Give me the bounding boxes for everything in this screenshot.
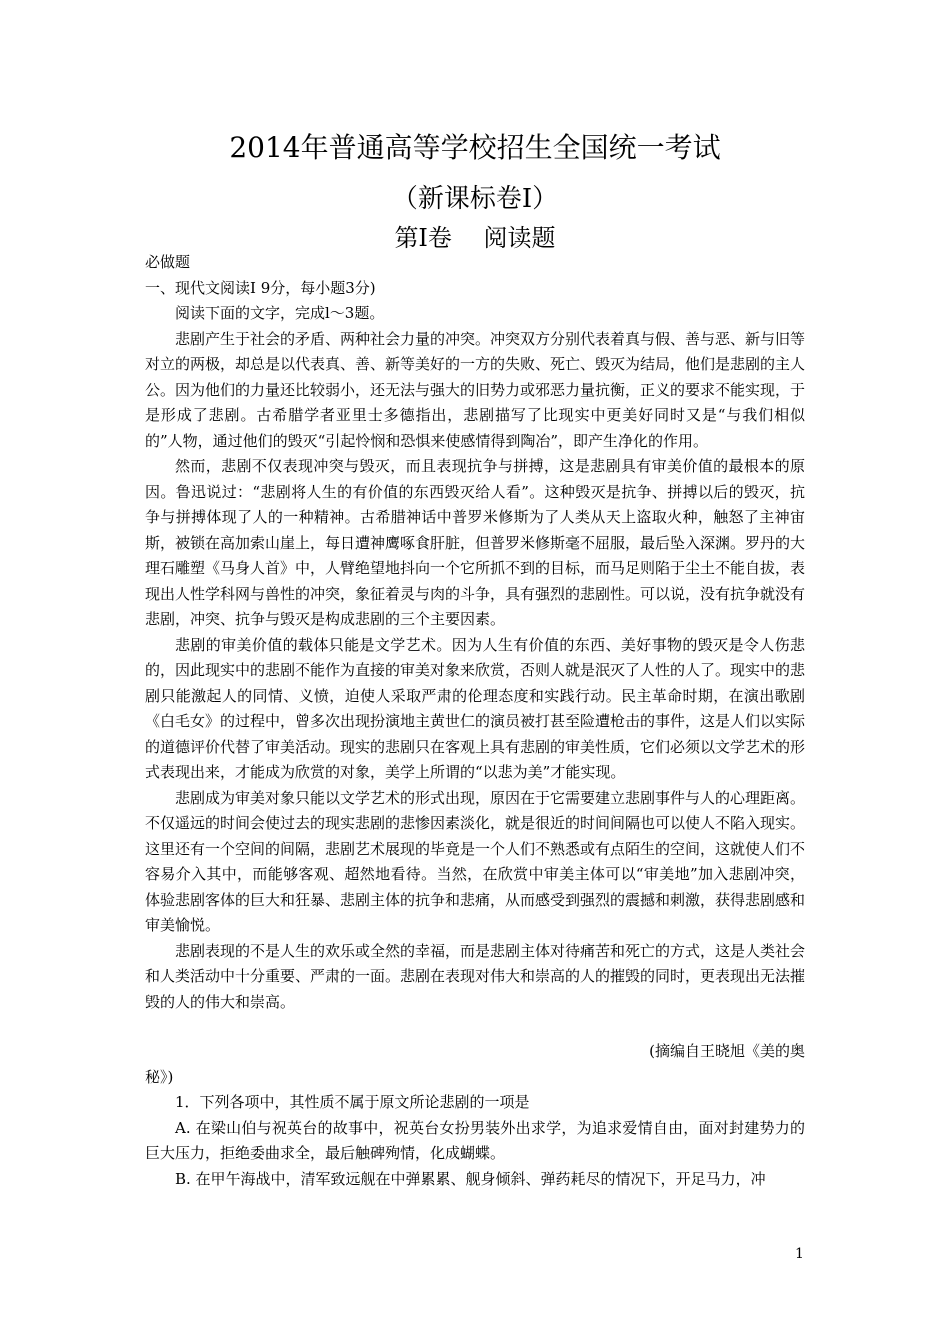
question-1: 1．下列各项中，其性质不属于原文所论悲剧的一项是 (175, 1093, 530, 1111)
paragraph: 然而，悲剧不仅表现冲突与毁灭，而且表现抗争与拼搏，这是悲剧具有审美价值的最根本的原因。鲁迅说过：“悲剧将人生的有价值的东西毁灭给人看”。这种毁灭是抗争、拼搏以后的毁灭，抗争与拼搏体现了人的一种精神。古希腊神话中普罗米修斯为了人类从天上盗取火种，触怒了主神宙斯，被锁在高加索山崖上，每日遭神鹰啄食肝脏，但普罗米修斯毫不屈服，最后坠入深渊。罗丹的大理石雕塑《马身人首》中，人臂绝望地抖向一个它所抓不到的目标，而马足则陷于尘土不能自拔，表现出人性学科网与兽性的冲突，象征着灵与肉的斗争，具有强烈的悲剧性。可以说，没有抗争就没有悲剧，冲突、抗争与毁灭是构成悲剧的三个主要因素。 (145, 457, 806, 628)
page-number: 1 (795, 1246, 804, 1262)
document-body (145, 250, 805, 1192)
paragraph: 悲剧成为审美对象只能以文学艺术的形式出现，原因在于它需要建立悲剧事件与人的心理距离。不仅遥远的时间会使过去的现实悲剧的悲惨因素淡化，就是很近的时间间隔也可以使人不陷入现实。这里还有一个空间的间隔，悲剧艺术展现的毕竟是一个人们不熟悉或有点陌生的空间，这就使人们不容易介入其中，而能够客观、超然地看待。当然，在欣赏中审美主体可以“审美地”加入悲剧冲突，体验悲剧客体的巨大和狂暴、悲剧主体的抗争和悲痛，从而感受到强烈的震撼和刺激，获得悲剧感和审美愉悦。 (145, 788, 806, 934)
section-title: 第Ⅰ卷 阅读题 (394, 224, 556, 252)
source-citation: (摘编自王晓旭《美的奥 (649, 1042, 805, 1060)
source-citation-cont: 秘》) (145, 1067, 174, 1086)
paragraph: 悲剧产生于社会的矛盾、两种社会力量的冲突。冲突双方分别代表着真与假、善与恶、新与旧等对立的两极，却总是以代表真、善、新等美好的一方的失败、死亡、毁灭为结局，他们是悲剧的主人公。因为他们的力量还比较弱小，还无法与强大的旧势力或邪恶力量抗衡，正义的要求不能实现，于是形成了悲剧。古希腊学者亚里士多德指出，悲剧描写了比现实中更美好同时又是“与我们相似的”人物，通过他们的毁灭“引起怜悯和恐惧来使感情得到陶冶”，即产生净化的作用。 (145, 329, 806, 450)
instruction: 阅读下面的文字，完成l～3题。 (175, 304, 385, 322)
paragraph: 悲剧的审美价值的载体只能是文学艺术。因为人生有价值的东西、美好事物的毁灭是令人伤悲的，因此现实中的悲剧不能作为直接的审美对象来欣赏，否则人就是泯灭了人性的人了。现实中的悲剧只能激起人的同情、义愤，迫使人采取严肃的伦理态度和实践行动。民主革命时期，在演出歌剧《白毛女》的过程中，曾多次出现扮演地主黄世仁的演员被打甚至险遭枪击的事件，这是人们以实际的道德评价代替了审美活动。现实的悲剧只在客观上具有悲剧的审美性质，它们必须以文学艺术的形式表现出来，才能成为欣赏的对象，美学上所谓的“以悲为美”才能实现。 (145, 635, 806, 781)
exam-title: 2014年普通高等学校招生全国统一考试 (229, 131, 721, 164)
option-a: A. 在梁山伯与祝英台的故事中，祝英台女扮男装外出求学，为追求爱情自由，面对封建势力的巨大压力，拒绝委曲求全，最后触碑殉情，化成蝴蝶。 (145, 1118, 805, 1162)
required-label: 必做题 (145, 253, 191, 271)
paragraph: 悲剧表现的不是人生的欢乐或全然的幸福，而是悲剧主体对待痛苦和死亡的方式，这是人类社会和人类活动中十分重要、严肃的一面。悲剧在表现对伟大和崇高的人的摧毁的同时，更表现出无法摧毁的人的伟大和崇高。 (145, 941, 806, 1011)
option-b: B. 在甲午海战中，清军致远舰在中弹累累、舰身倾斜、弹药耗尽的情况下，开足马力，冲 (175, 1169, 766, 1188)
exam-subtitle: （新课标卷Ⅰ） (391, 184, 559, 214)
part-label: 一、现代文阅读I 9分，每小题3分) (145, 278, 376, 297)
